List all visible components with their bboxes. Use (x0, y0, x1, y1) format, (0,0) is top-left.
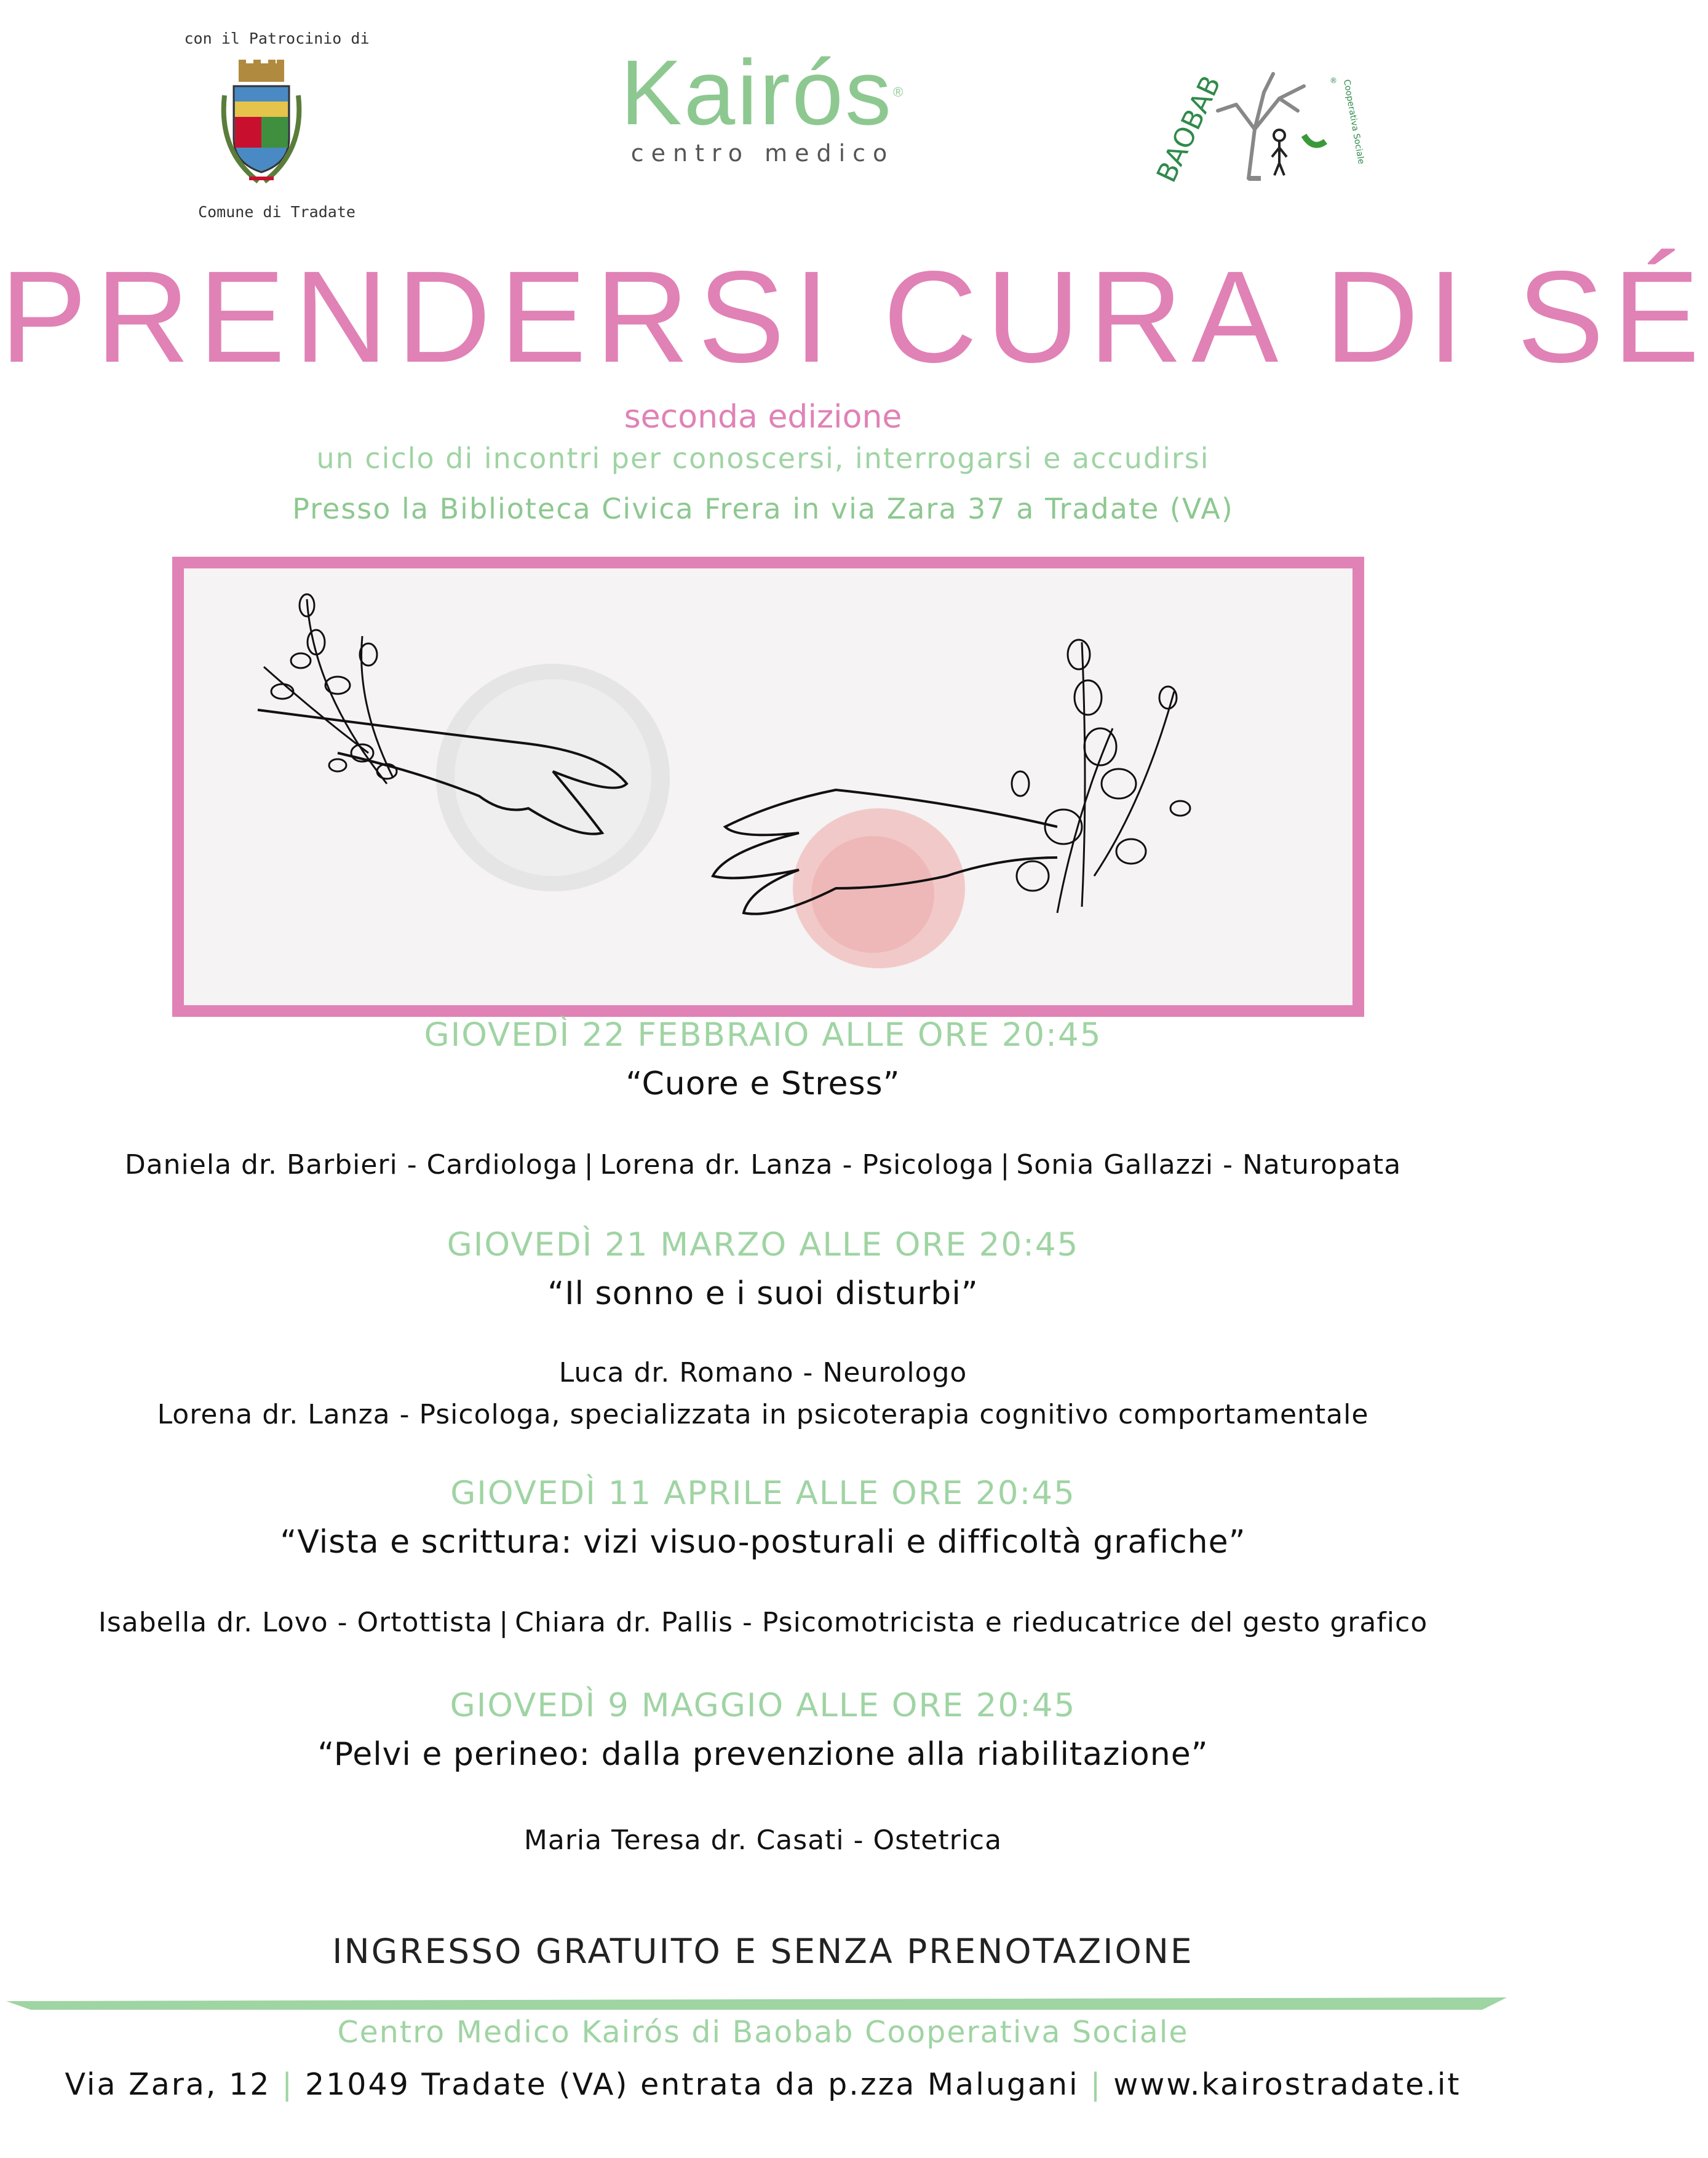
event-1-speakers: Daniela dr. Barbieri - Cardiologa | Lorena dr. Lanza - Psicologa | Sonia Gallazzi - Naturopata (124, 1149, 1402, 1181)
event-2-date: GIOVEDÌ 21 MARZO ALLE ORE 20:45 (447, 1226, 1079, 1264)
location: Presso la Biblioteca Civica Frera in via Zara 37 a Tradate (VA) (292, 492, 1234, 525)
event-1-speaker-3: Sonia Gallazzi - Naturopata (1016, 1149, 1402, 1181)
hands-illustration (184, 568, 1352, 1005)
event-1-date: GIOVEDÌ 22 FEBBRAIO ALLE ORE 20:45 (424, 1016, 1102, 1054)
kairos-subtitle: centro medico (630, 140, 895, 167)
edition-label: seconda edizione (624, 399, 902, 436)
event-3-speaker-2: Chiara dr. Pallis - Psicomotricista e rieducatrice del gesto grafico (515, 1607, 1428, 1638)
page-title: PRENDERSI CURA DI SÉ (0, 244, 1708, 389)
baobab-registered-mark: ® (1330, 76, 1337, 85)
tagline: un ciclo di incontri per conoscersi, interrogarsi e accudirsi (316, 442, 1210, 475)
event-2-speaker-1: Luca dr. Romano - Neurologo (558, 1357, 967, 1388)
baobab-subtitle: Cooperativa Sociale (1341, 78, 1367, 165)
kairos-name: Kairós (620, 41, 893, 144)
event-2-title: “Il sonno e i suoi disturbi” (547, 1275, 979, 1312)
kairos-logo (603, 41, 923, 169)
patronage-label: con il Patrocinio di (184, 30, 370, 47)
registered-mark: ® (892, 84, 905, 100)
footer-address: Via Zara, 12 | 21049 Tradate (VA) entrata da p.zza Malugani | www.kairostradate.it (65, 2067, 1461, 2102)
event-1-speaker-2: Lorena dr. Lanza - Psicologa (600, 1149, 995, 1181)
footer-organization: Centro Medico Kairós di Baobab Cooperativa Sociale (337, 2015, 1189, 2050)
footer-divider (6, 1996, 1507, 2010)
event-3-title: “Vista e scrittura: vizi visuo-posturali e difficoltà grafiche” (280, 1524, 1246, 1561)
event-1-title: “Cuore e Stress” (626, 1065, 900, 1102)
event-3-date: GIOVEDÌ 11 APRILE ALLE ORE 20:45 (450, 1475, 1076, 1512)
event-4-title: “Pelvi e perineo: dalla prevenzione alla riabilitazione” (317, 1736, 1209, 1773)
event-4-date: GIOVEDÌ 9 MAGGIO ALLE ORE 20:45 (450, 1687, 1076, 1724)
event-3-speaker-1: Isabella dr. Lovo - Ortottista (98, 1607, 493, 1638)
free-entry-notice: INGRESSO GRATUITO E SENZA PRENOTAZIONE (332, 1932, 1194, 1971)
comune-crest-icon (215, 58, 308, 188)
footer-website[interactable]: www.kairostradate.it (1113, 2067, 1461, 2102)
footer-city: 21049 Tradate (VA) entrata da p.zza Malugani (304, 2067, 1079, 2102)
event-3-speakers: Isabella dr. Lovo - Ortottista | Chiara dr. Pallis - Psicomotricista e rieducatrice del gesto grafico (98, 1607, 1428, 1638)
baobab-logo (1150, 49, 1378, 197)
event-4-speaker-1: Maria Teresa dr. Casati - Ostetrica (523, 1825, 1003, 1856)
illustration-frame (172, 557, 1364, 1017)
footer-street: Via Zara, 12 (65, 2067, 271, 2102)
comune-label: Comune di Tradate (198, 203, 356, 221)
baobab-name: BAOBAB (1150, 71, 1228, 188)
event-1-speaker-1: Daniela dr. Barbieri - Cardiologa (124, 1149, 578, 1181)
event-2-speaker-2: Lorena dr. Lanza - Psicologa, specializzata in psicoterapia cognitivo comportamentale (157, 1399, 1369, 1430)
